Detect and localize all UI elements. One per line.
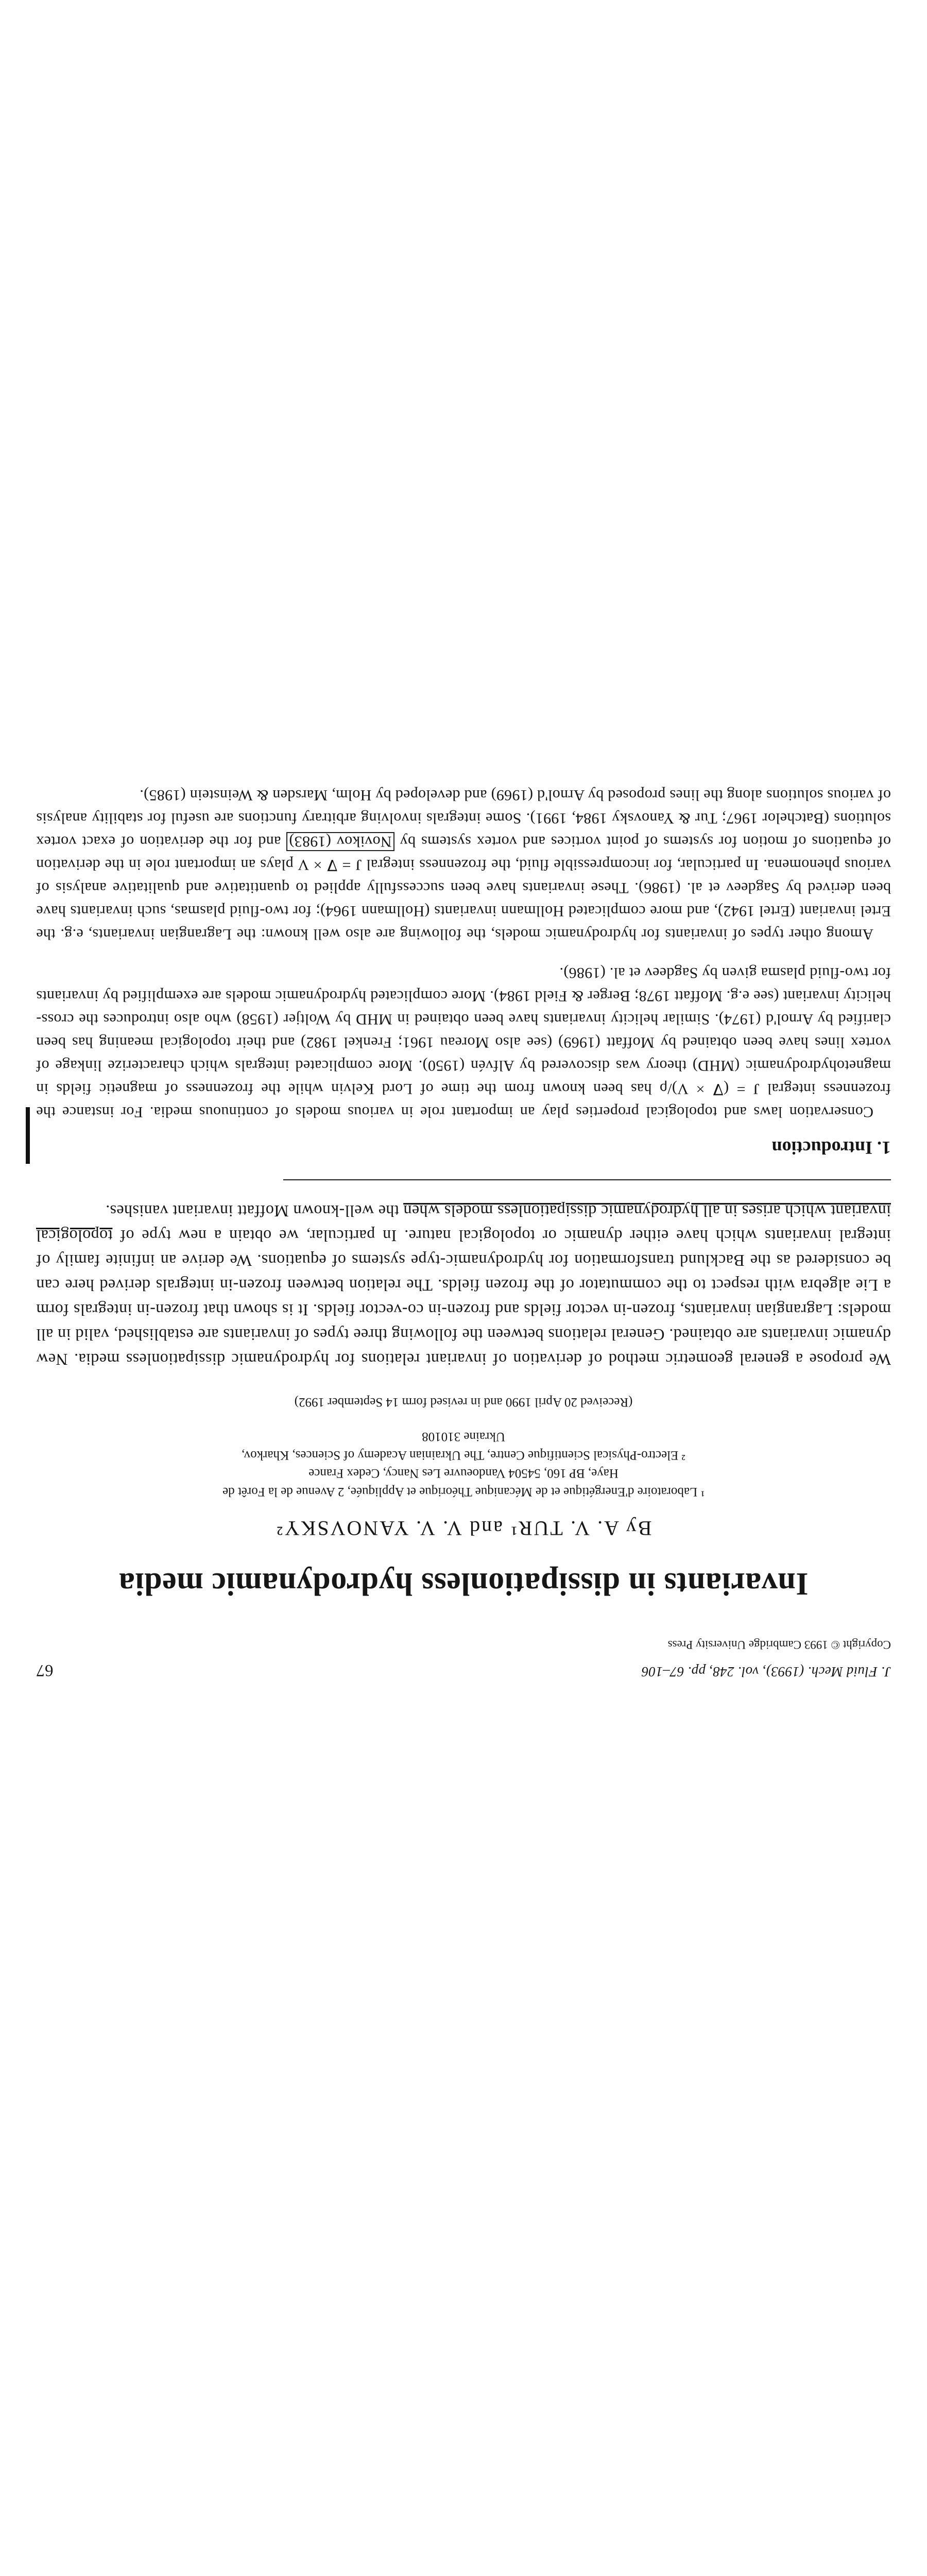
running-head — [36, 1660, 891, 1680]
section-divider — [283, 1179, 891, 1180]
abstract-text: We propose a general geometric method of derivation of invariant relations for hydrodynamic dissipationless media. New dynamic invariants are obtained. General relations between the following three types of invariants are established, valid in all models: Lagrangian invariants, frozen-in vector fields and frozen-in co-vector fields. It is shown that frozen-in integrals form a Lie algebra with respect to the commutator of the frozen fields. The relation between frozen-in integrals derived here can be considered as the Backlund transformation for hydrodynamic-type systems of equations. We derive an infinite family of integral invariants which have either dynamic or topological nature. In particular, we obtain a new type of — [36, 1227, 891, 1369]
affiliation-2-line-2: Ukraine 310108 — [422, 1430, 505, 1444]
abstract-ending: the well-known Moffatt invariant vanishes. — [105, 1202, 404, 1221]
affiliation-1-line-1: ¹ Laboratoire d'Energétique et de Mécanique Théorique et Appliquée, 2 Avenue de la Forêt de — [222, 1485, 705, 1499]
affiliations — [36, 1428, 891, 1501]
paper-title: Invariants in dissipationless hydrodynamic media — [118, 1566, 809, 1601]
intro-paragraph-2-start: Among other types of invariants for hydrodynamic models, the following are also well known: the Lagrangian invariants, e.g. the Ertel invariant (Ertel 1942), and more complicated Hollmann invariants (Hollmann 1964); for two-fluid plasmas, such invariants have been derived by Sagdeev et al. (1986). These invariants have been successfully applied to quantitative and qualitative analysis of various phenomena. In particular, for incompressible fluid, the frozenness integral J = ∇ × V plays an important role in the derivation of equations of motion for systems of point vortices and vortex systems by — [36, 833, 891, 943]
section-heading-text: 1. Introduction — [771, 1138, 891, 1158]
abstract-underlined-text: topological invariant which arises in all hydrodynamic dissipationless models when — [36, 1202, 891, 1245]
abstract — [36, 1199, 891, 1372]
margin-ink-mark — [26, 1107, 30, 1164]
intro-paragraph-2-end: and for the derivation of exact vortex solutions (Batchelor 1967; Tur & Yanovsky 1984, 1991). Some integrals involving arbitrary functions are useful for stability analysis of various solutions along the lines proposed by Arnol'd (1969) and developed by Holm, Marsden & Weinstein (1985). — [36, 787, 891, 850]
page-number: 67 — [36, 1661, 54, 1680]
received-dates: (Received 20 April 1990 and in revised form 14 September 1992) — [294, 1395, 633, 1409]
affiliation-2-line-1: ² Electro-Physical Scientifique Centre, The Ukrainian Academy of Sciences, Kharkov, — [241, 1448, 686, 1462]
paper-page — [36, 768, 891, 1680]
copyright-line: Copyright © 1993 Cambridge University Press — [667, 1638, 891, 1651]
boxed-citation: Novikov (1983) — [286, 832, 394, 851]
intro-paragraph-2 — [36, 784, 891, 946]
affiliation-1-line-2: Haye, BP 160, 54504 Vandoeuvre Les Nancy, Cedex France — [308, 1466, 619, 1481]
section-heading — [36, 1137, 891, 1159]
intro-paragraph-1: Conservation laws and topological properties play an important role in various models of continuous media. For instance the frozenness integral J = (∇ × V)/ρ has been known from the time of Lord Kelvin while the frozenness of magnetic fields in magnetohydrodynamic (MHD) theory was discovered by Alfvén (1950). More complicated integrals which characterize linkage of vortex lines have been obtained by Moffatt (1969) (see also Moreau 1961; Frenkel 1982) and their topological meaning has been clarified by Arnol'd (1974). Similar helicity invariants have been obtained in MHD by Woltjer (1958) who also introduces the cross-helicity invariant (see e.g. Moffatt 1978; Berger & Field 1984). More complicated hydrodynamic models are exemplified by invariants for two-fluid plasma given by Sagdeev et al. (1986). — [36, 964, 891, 1121]
journal-citation: J. Fluid Mech. (1993), vol. 248, pp. 67–106 — [641, 1664, 891, 1680]
author-line: By A. V. TUR¹ and V. V. YANOVSKY² — [275, 1517, 652, 1540]
